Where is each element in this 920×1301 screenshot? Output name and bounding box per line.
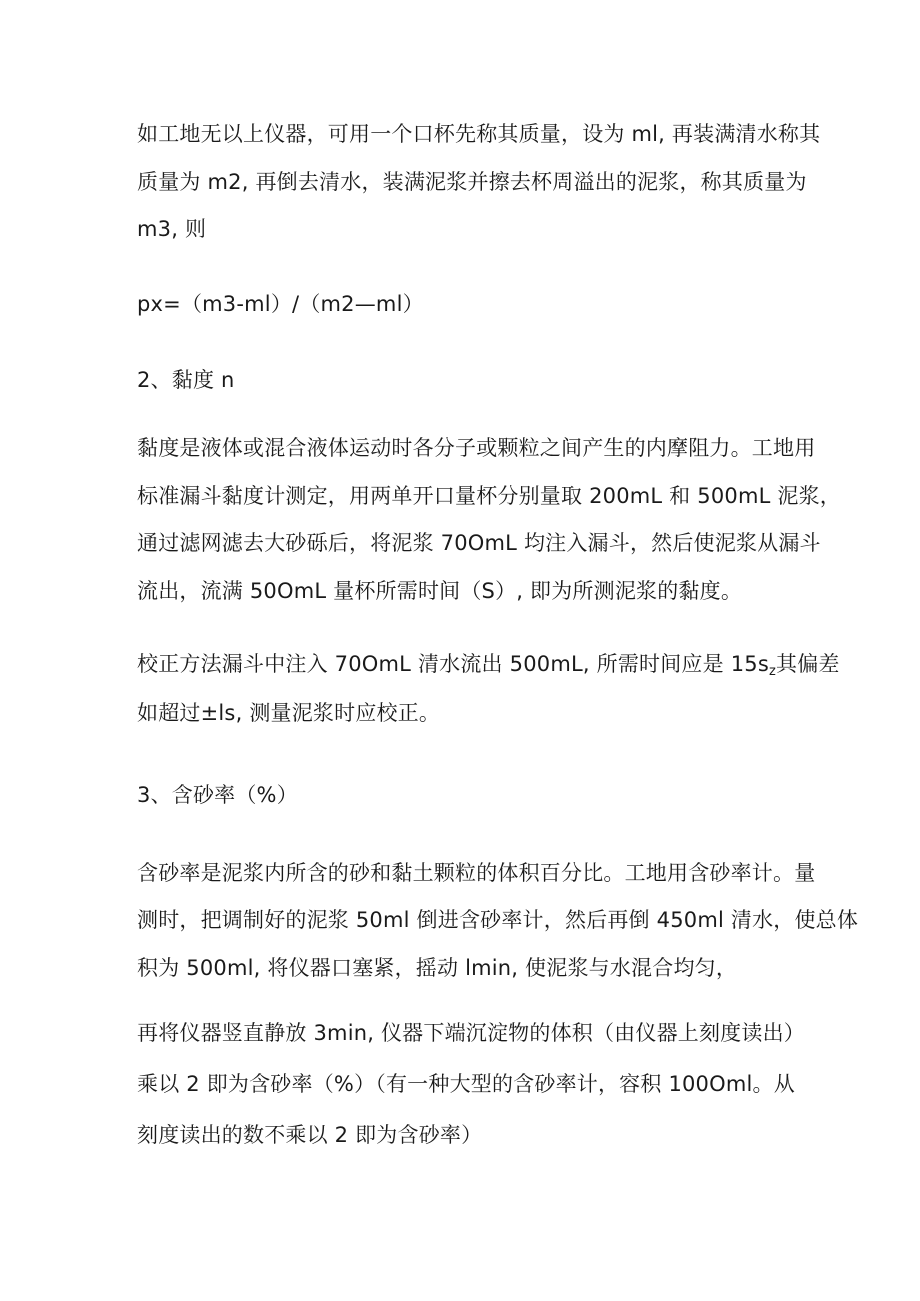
paragraph-4-line-1: 含砂率是泥浆内所含的砂和黏土颗粒的体积百分比。工地用含砂率计。量 [137, 861, 816, 885]
paragraph-3-line-2: 如超过±ls, 测量泥浆时应校正。 [137, 701, 441, 725]
paragraph-3-subscript: z [768, 664, 776, 679]
paragraph-5-line-3: 刻度读出的数不乘以 2 即为含砂率） [137, 1123, 483, 1147]
paragraph-1-line-1: 如工地无以上仪器，可用一个口杯先称其质量，设为 ml, 再装满清水称其 [137, 122, 821, 146]
paragraph-3-line-1 [137, 651, 840, 679]
paragraph-2-line-3: 通过滤网滤去大砂砾后，将泥浆 70OmL 均注入漏斗，然后使泥浆从漏斗 [137, 531, 821, 555]
section-heading-viscosity: 2、黏度 n [137, 368, 235, 392]
density-formula: px=（m3-ml）/（m2—ml） [137, 292, 424, 316]
paragraph-2-line-4: 流出，流满 50OmL 量杯所需时间（S）, 即为所测泥浆的黏度。 [137, 579, 743, 603]
paragraph-2-line-2: 标准漏斗黏度计测定，用两单开口量杯分别量取 200mL 和 500mL 泥浆， [137, 484, 841, 508]
paragraph-1-line-2: 质量为 m2, 再倒去清水，装满泥浆并擦去杯周溢出的泥浆，称其质量为 [137, 170, 807, 194]
paragraph-4-line-3: 积为 500ml, 将仪器口塞紧，摇动 lmin, 使泥浆与水混合均匀， [137, 956, 738, 980]
paragraph-4-line-2: 测时，把调制好的泥浆 50ml 倒进含砂率计，然后再倒 450ml 清水，使总体 [137, 908, 859, 932]
paragraph-5-line-1: 再将仪器竖直静放 3min, 仪器下端沉淀物的体积（由仪器上刻度读出） [137, 1021, 805, 1045]
paragraph-2-line-1: 黏度是液体或混合液体运动时各分子或颗粒之间产生的内摩阻力。工地用 [137, 436, 816, 460]
paragraph-5-line-2: 乘以 2 即为含砂率（%）（有一种大型的含砂率计，容积 100Oml。从 [137, 1072, 795, 1096]
section-heading-sand-content: 3、含砂率（%） [137, 783, 298, 807]
paragraph-3-line-1-prefix: 校正方法漏斗中注入 70OmL 清水流出 500mL, 所需时间应是 15s [137, 652, 769, 676]
paragraph-1-line-3: m3, 则 [137, 217, 207, 241]
paragraph-3-line-1-suffix: 其偏差 [776, 652, 840, 676]
